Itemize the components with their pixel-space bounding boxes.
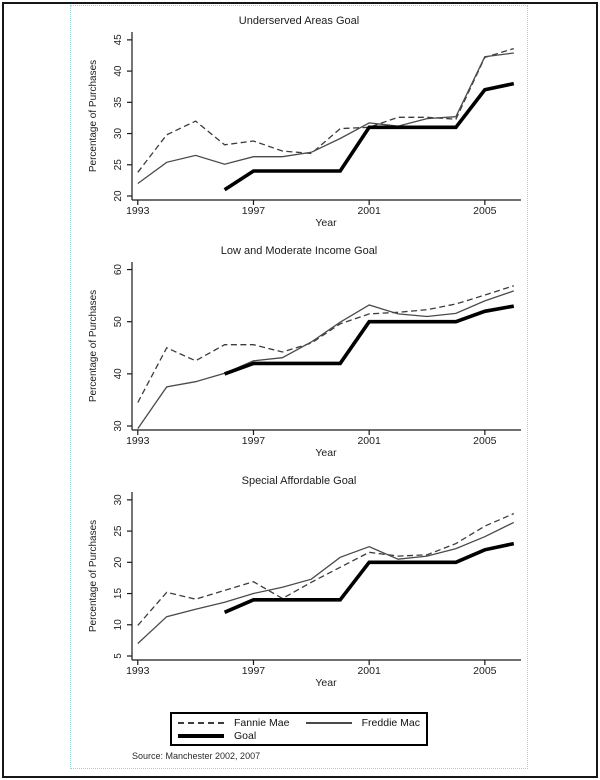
legend-label-goal: Goal (234, 729, 257, 742)
y-tick-label: 10 (113, 619, 124, 631)
x-tick-label: 1993 (126, 205, 150, 217)
series-freddie-mac (138, 53, 514, 184)
y-tick-label: 30 (113, 494, 124, 506)
y-tick-label: 40 (113, 65, 124, 77)
y-tick-label: 20 (113, 190, 124, 202)
series-fannie-mae (138, 514, 514, 626)
x-tick-label: 2005 (473, 205, 497, 217)
y-axis-label: Percentage of Purchases (88, 59, 99, 173)
y-axis-label: Percentage of Purchases (88, 519, 99, 633)
series-goal (225, 544, 514, 613)
panel-special-affordable (70, 468, 528, 698)
series-freddie-mac (138, 522, 514, 643)
y-tick-label: 30 (113, 127, 124, 140)
underserved-areas-chart (70, 8, 528, 238)
x-tick-label: 2001 (357, 665, 381, 677)
x-tick-label: 1997 (241, 435, 266, 447)
x-tick-label: 1993 (126, 665, 150, 677)
chart-title: Underserved Areas Goal (238, 15, 360, 27)
x-axis-label: Year (315, 677, 337, 689)
x-tick-label: 1997 (241, 665, 266, 677)
y-tick-label: 5 (113, 653, 124, 659)
series-freddie-mac (138, 291, 514, 429)
legend-label-fannie-mae: Fannie Mae (234, 716, 290, 729)
y-tick-label: 60 (113, 264, 124, 276)
series-fannie-mae (138, 286, 514, 403)
chart-title: Special Affordable Goal (241, 475, 357, 487)
x-tick-label: 2001 (357, 205, 381, 217)
source-note: Source: Manchester 2002, 2007 (132, 751, 261, 761)
panel-low-moderate-income (70, 238, 528, 468)
y-tick-label: 35 (113, 96, 124, 108)
low-moderate-income-chart (70, 238, 528, 468)
goal-line-sample (178, 734, 224, 738)
series-goal (225, 306, 514, 374)
y-tick-label: 20 (113, 556, 124, 568)
legend-label-freddie-mac: Freddie Mac (361, 716, 420, 729)
legend-row-1 (178, 716, 420, 729)
x-tick-label: 1993 (126, 435, 150, 447)
x-axis-label: Year (315, 447, 337, 459)
legend-row-2 (178, 729, 420, 742)
y-tick-label: 15 (113, 587, 124, 600)
legend (170, 712, 428, 746)
y-axis-label: Percentage of Purchases (88, 289, 99, 403)
y-tick-label: 40 (113, 368, 124, 380)
x-tick-label: 2005 (473, 435, 497, 447)
series-fannie-mae (138, 49, 514, 173)
chart-title: Low and Moderate Income Goal (220, 245, 378, 257)
special-affordable-chart (70, 468, 528, 698)
freddie-mac-line-sample (306, 722, 352, 724)
x-tick-label: 1997 (241, 205, 266, 217)
fannie-mae-line-sample (178, 722, 224, 724)
y-tick-label: 45 (113, 34, 124, 46)
x-axis-label: Year (315, 217, 337, 229)
y-tick-label: 25 (113, 159, 124, 171)
x-tick-label: 2005 (473, 665, 497, 677)
y-tick-label: 30 (113, 420, 124, 432)
y-tick-label: 50 (113, 316, 124, 328)
panel-underserved-areas (70, 8, 528, 238)
y-tick-label: 25 (113, 525, 124, 537)
x-tick-label: 2001 (357, 435, 381, 447)
series-goal (225, 84, 514, 190)
